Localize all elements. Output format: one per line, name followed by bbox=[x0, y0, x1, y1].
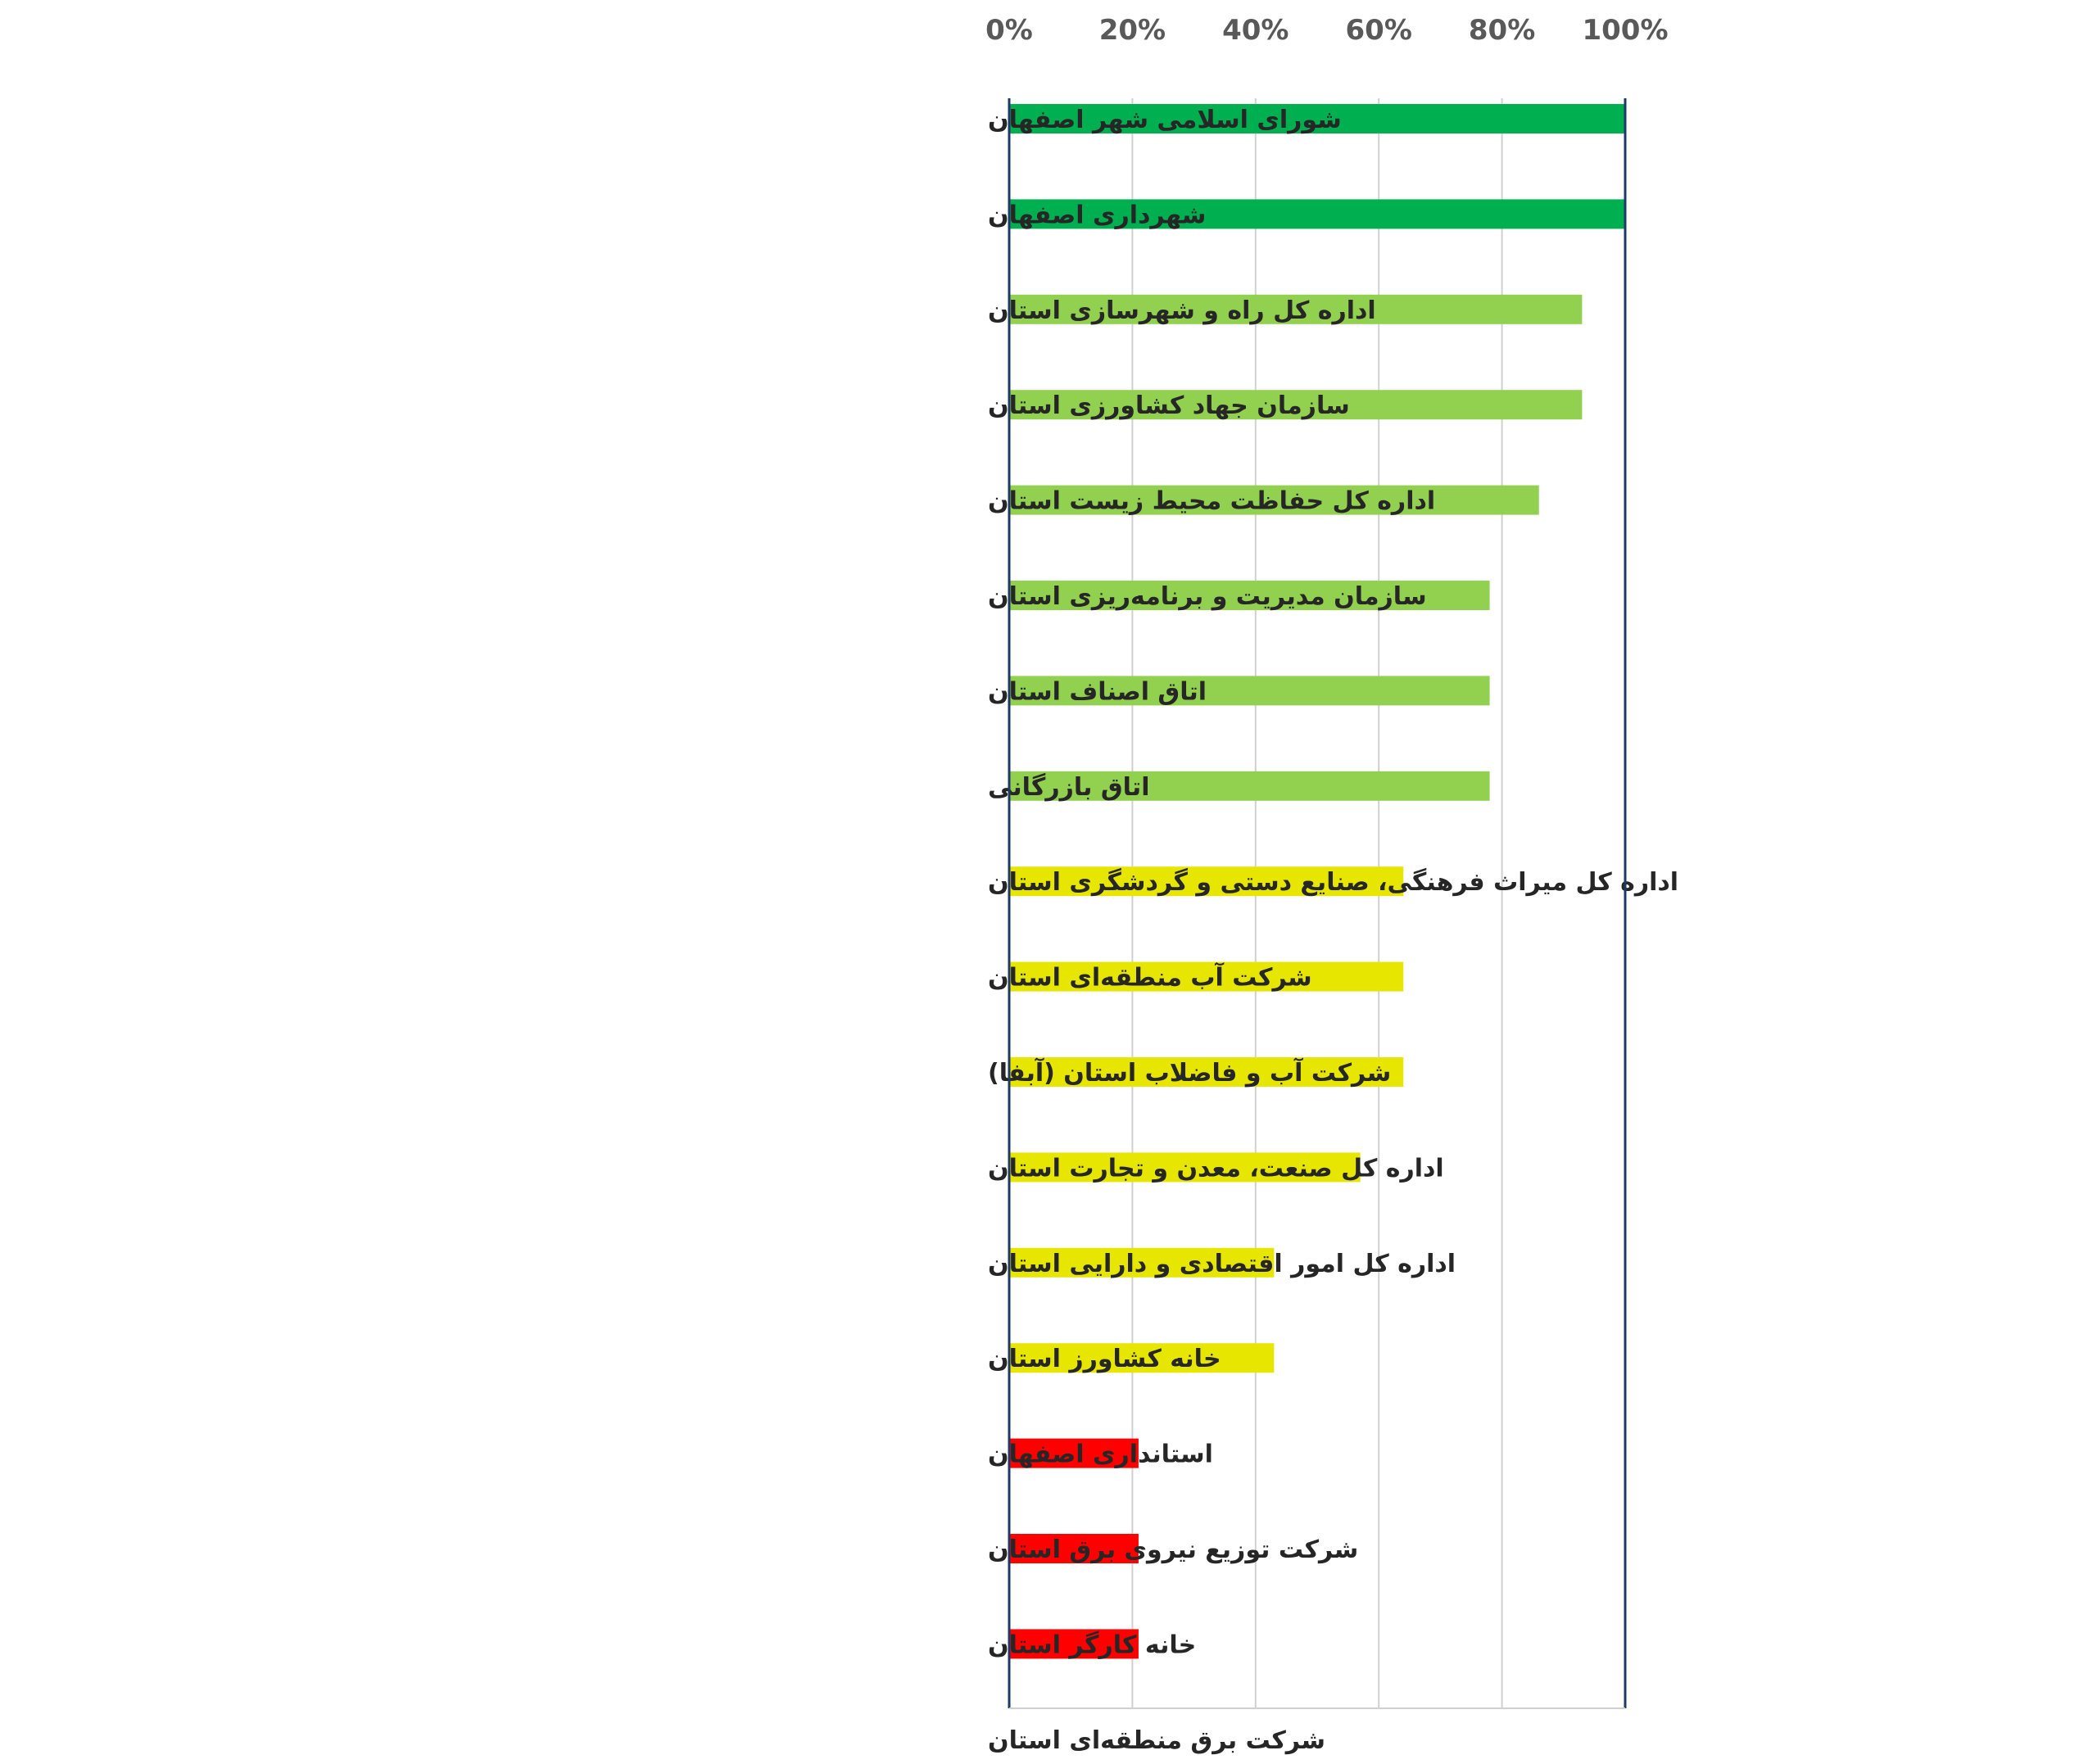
category-label: شرکت آب و فاضلاب استان (آبفا) bbox=[988, 1059, 1392, 1088]
category-label: اداره کل امور اقتصادی و دارایی استان bbox=[988, 1249, 1456, 1278]
category-label: سازمان مدیریت و برنامه‌ریزی استان bbox=[988, 582, 1427, 611]
category-label: اتاق اصناف استان bbox=[988, 677, 1207, 707]
category-label: سازمان جهاد کشاورزی استان bbox=[988, 391, 1350, 421]
x-tick-label: 100% bbox=[1582, 14, 1669, 47]
category-label: شهرداری اصفهان bbox=[988, 201, 1207, 230]
x-tick-label: 60% bbox=[1345, 14, 1412, 47]
category-label: اداره کل راه و شهرسازی استان bbox=[988, 296, 1376, 325]
category-label: خانه کشاورز استان bbox=[988, 1345, 1221, 1374]
category-label: خانه کارگر استان bbox=[988, 1631, 1197, 1660]
category-label: اداره کل صنعت، معدن و تجارت استان bbox=[988, 1154, 1444, 1183]
category-label: شرکت برق منطقه‌ای استان bbox=[988, 1726, 1325, 1755]
x-tick-label: 20% bbox=[1098, 14, 1166, 47]
x-tick-label: 0% bbox=[985, 14, 1033, 47]
category-label: اداره کل حفاظت محیط زیست استان bbox=[988, 486, 1436, 516]
category-label: استانداری اصفهان bbox=[988, 1440, 1213, 1469]
category-label: شرکت آب منطقه‌ای استان bbox=[988, 963, 1312, 993]
x-tick-label: 40% bbox=[1222, 14, 1289, 47]
x-tick-label: 80% bbox=[1468, 14, 1536, 47]
category-label: شرکت توزیع نیروی برق استان bbox=[988, 1536, 1359, 1564]
category-label: اداره کل میراث فرهنگی، صنایع دستی و گردشگری استان bbox=[988, 868, 1679, 898]
category-label: اتاق بازرگانی bbox=[988, 772, 1150, 802]
category-label: شورای اسلامی شهر اصفهان bbox=[988, 106, 1342, 134]
